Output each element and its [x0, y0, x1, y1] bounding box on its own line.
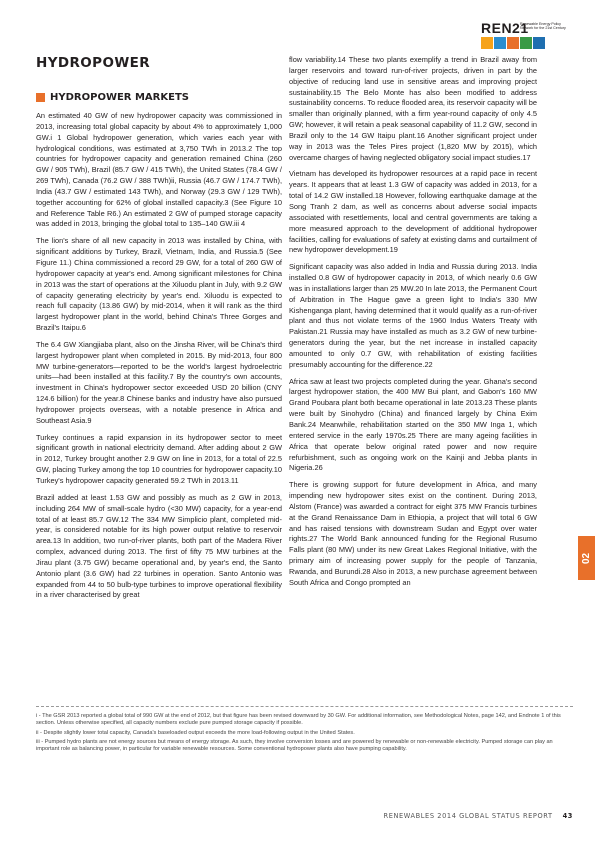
- footnotes: [36, 713, 573, 755]
- page-footer: [384, 812, 573, 820]
- chapter-tab: 02: [578, 536, 595, 580]
- report-title: RENEWABLES 2014 GLOBAL STATUS REPORT: [383, 812, 553, 820]
- section-heading-text: HYDROPOWER MARKETS: [50, 92, 189, 103]
- flame-icon: [507, 37, 519, 49]
- logo-name: REN21: [481, 20, 529, 36]
- footnote: ii - Despite slightly lower total capacity, Canada's baseloaded output exceeds the more load-following output in the United States.: [36, 729, 355, 736]
- paragraph: Africa saw at least two projects completed during the year. Ghana's second largest hydropower station, the 400 MW Bui plant, and Gabon's 160 MW Grand Poubara plant both became operational in late 2013.23 These plants were built by Sinohydro (China) and financed largely by China Exim Bank.24 Meanwhile, rehabilitation started on the 350 MW Inga 1, which entered service in the early 1970s.25 There are many ageing facilities in Africa that operate below original rated power and now require refurbishment, such as ongoing work on the Kainji and Jebba plants in Nigeria.26: [289, 376, 537, 473]
- paragraph: The 6.4 GW Xiangjiaba plant, also on the Jinsha River, will be China's third largest hydropower plant when completed in 2015. By mid-2013, four 800 MW turbine-generators—reported to be the world's largest hydroelectric units—had been installed at this facility.7 By the country's own accounts, investment in China's hydropower sector exceeded USD 20 billion (CNY 124.6 billion) for the year.8 Chinese banks and industry have also pursued hydropower projects overseas, with a notable presence in Africa and Southeast Asia.9: [36, 339, 282, 425]
- logo-icon-strip: [481, 37, 545, 49]
- paragraph: flow variability.14 These two plants exemplify a trend in Brazil away from larger reservoirs and toward run-of-river projects, driven in part by the objective of reducing land use in sensitive areas and improving project sustainability.15 The Belo Monte has also been modified to address sustainability concerns. To reduce flooded area, its reservoir capacity will be smaller than originally planned, with a firm year-round capacity of only 4.5 GW; however, it will retain a peak seasonal capability of 11.2 GW, second in Brazil only to the 14 GW Itaipu plant.16 Another significant project under way in 2013 was the Teles Pires project (1,820 MW by 2015), which overcame charges of having neglected obligatory social impact studies.17: [289, 55, 537, 162]
- paragraph: Brazil added at least 1.53 GW and possibly as much as 2 GW in 2013, including 264 MW of small-scale hydro (<30 MW) capacity, for a year-end total of at least 85.7 GW.12 The 334 MW Simplicio plant, completed mid-year, is considered notable for its high power output relative to reservoir area.13 In addition, two run-of-river plants, both part of the Madera River complex, advanced during 2013. The first of fifty 75 MW turbines at the Jirau plant (3.75 GW) became operational and, by year's end, the Santo Antonio plant (3.6 GW) had 22 turbines in operation. Santo Antonio was expanded from 44 to 50 bulb-type turbines to improve operational flexibility in a river characterised by great: [36, 492, 282, 600]
- ren21-logo: [481, 20, 573, 56]
- paragraph: Turkey continues a rapid expansion in its hydropower sector to meet significant growth in national electricity demand. After adding about 2 GW in 2012, Turkey brought another 2.9 GW on line in 2013, for a total of 22.5 GW, placing Turkey among the top 10 countries for hydropower capacity.10 Turkey's hydropower capacity generated 59.2 TWh in 2013.11: [36, 432, 282, 485]
- paragraph: The lion's share of all new capacity in 2013 was installed by China, with significant additions by Turkey, Brazil, Vietnam, India, and Russia.5 (See Figure 11.) China commissioned a record 29 GW, for a total of 260 GW of hydropower capacity at year's end. Among significant milestones for China in 2013 was the start of operations at the Xiluodu plant in July, with 9.2 GW of capacity generating electricity by year's end. Xiluodu is expected to reach full capacity (13.86 GW) by mid-2014, when it will rank as the third largest hydropower plant in the world, behind China's Three Gorges and Brazil's Itaipu.6: [36, 236, 282, 333]
- footnote-divider: [36, 706, 573, 707]
- right-column: [289, 55, 537, 595]
- footnote: i - The GSR 2013 reported a global total of 990 GW at the end of 2012, but that figure has been revised downward by 30 GW. For additional information, see Methodological Notes, page 142, and Endnote 1 of this section. Unless otherwise specified, all capacity numbers exclude pure pumped storage capacity if possible.: [36, 713, 561, 727]
- left-column: [36, 111, 282, 607]
- paragraph: Significant capacity was also added in India and Russia during 2013. India installed 0.8 GW of hydropower capacity in 2013, of which nearly 0.6 GW was in installations larger than 25 MW.20 In late 2013, the Permanent Court of Arbitration in The Hague gave a green light to India's 330 MW Kishenganga plant, having determined that it would qualify as a run-of-river plant and thus not violate terms of the 1960 Indus Waters Treaty with Pakistan.21 Russia may have installed as much as 3.2 GW of new turbine-generators during the year, but the net increase in installed capacity amounted to only 0.7 GW, with rehabilitation of existing facilities presumably accounting for the difference.22: [289, 262, 537, 369]
- section-heading: [36, 92, 189, 103]
- paragraph: There is growing support for future development in Africa, and many impending new hydropower sites exist on the continent. During 2013, Alstom (France) was awarded a contract for eight 375 MW Francis turbines at the Grand Renaissance Dam in Ethiopia, a project that will total 6 GW and has raised tensions with downstream Sudan and Egypt over water rights.27 The World Bank announced funding for the Regional Rusumo Falls plant (80 MW) under its new Great Lakes Regional Initiative, with the primary aim of increasing power supply for the people of Tanzania, Rwanda, and Burundi.28 Also in 2013, a new purchase agreement between South Africa and Congo prompted an: [289, 480, 537, 587]
- orange-square-icon: [36, 93, 45, 102]
- wind-icon: [533, 37, 545, 49]
- page-title: HYDROPOWER: [36, 55, 151, 71]
- footnote: iii - Pumped hydro plants are not energy sources but means of energy storage. As such, they involve conversion losses and are powered by renewable or non-renewable electricity. Pumped storage can play an important role as balancing power, in particular for variable renewable resources. Some conventional hydropower plants also have pumping capability.: [36, 738, 553, 753]
- paragraph: An estimated 40 GW of new hydropower capacity was commissioned in 2013, increasing total global capacity by about 4% to approximately 1,000 GW.i 1 Global hydropower generation, which varies each year with hydrological conditions, was estimated at 3,750 TWh in 2013.2 The top countries for hydropower capacity and generation remained China (260 GW / 905 TWh), Brazil (85.7 GW / 415 TWh), the United States (78.4 GW / 269 TWh), Canada (76.2 GW / 388 TWh)ii, Russia (46.7 GW / 174.7 TWh), India (43.7 GW / estimated 143 TWh), and Norway (29.3 GW / 129 TWh), together accounting for 62% of global installed capacity.3 (See Figure 10 and Reference Table R6.) An estimated 2 GW of pumped storage capacity was added in 2013, bringing the global total to 135–140 GW.iii 4: [36, 111, 282, 229]
- water-icon: [494, 37, 506, 49]
- leaf-icon: [520, 37, 532, 49]
- page-number: 43: [562, 812, 573, 820]
- logo-subtitle: Renewable Energy Policy Network for the 21st Century: [520, 22, 566, 30]
- paragraph: Vietnam has developed its hydropower resources at a rapid pace in recent years. It appears that at least 1.3 GW of capacity was added in 2013, for a total of 14.2 GW installed.18 However, following earthquake damage at the Song Tranh 2 dam, as well as concerns about adverse social impacts associated with resettlements, local and central governments are taking a more measured approach to the development of additional hydropower facilities, calling for evaluations of safety at existing dams and curtailment of new hydropower development.19: [289, 169, 537, 255]
- sun-icon: [481, 37, 493, 49]
